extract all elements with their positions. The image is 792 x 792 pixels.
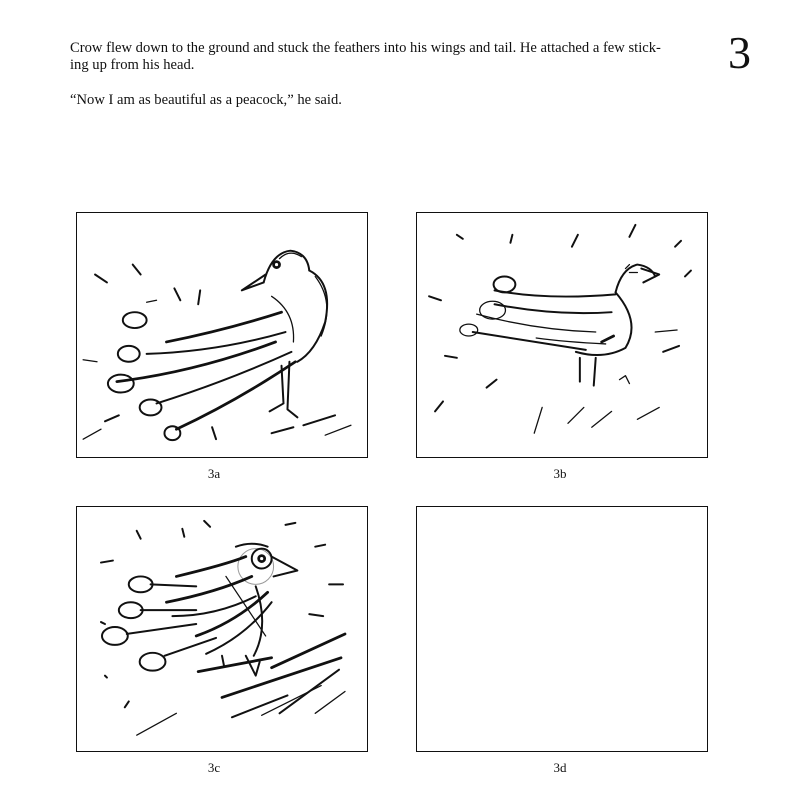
- caption-3b: 3b: [553, 466, 567, 481]
- caption-3a: 3a: [207, 466, 221, 481]
- page-number: 3: [728, 27, 751, 78]
- crow-sketch-3a: [77, 213, 367, 457]
- story-paragraph-1-line-1: Crow flew down to the ground and stuck the feathers into his wings and tail. He attached a few stick-: [70, 40, 661, 56]
- panel-3a: [76, 212, 368, 458]
- story-paragraph-2: “Now I am as beautiful as a peacock,” he said.: [70, 92, 342, 108]
- panel-3c: [76, 506, 368, 752]
- caption-3d: 3d: [553, 760, 567, 775]
- story-paragraph-1: [70, 40, 690, 74]
- panel-3b: [416, 212, 708, 458]
- story-paragraph-1-line-2: ing up from his head.: [70, 57, 195, 73]
- crow-sketch-3c: [77, 507, 367, 751]
- panel-3d-empty: [416, 506, 708, 752]
- crow-sketch-3b: [417, 213, 707, 457]
- story-text: [70, 40, 690, 127]
- caption-3c: 3c: [207, 760, 221, 775]
